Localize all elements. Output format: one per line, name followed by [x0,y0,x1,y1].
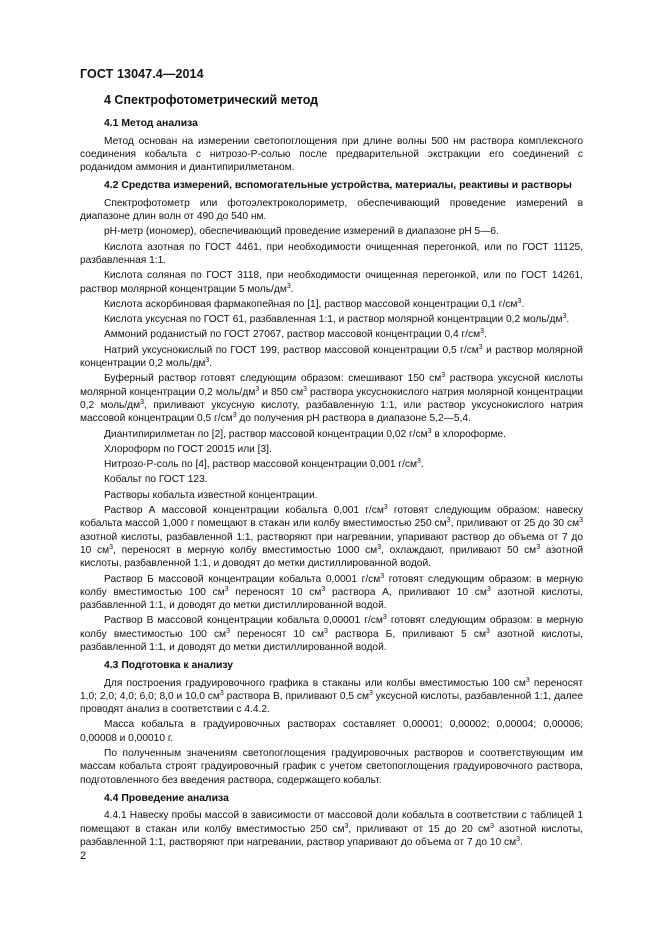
subsection-title-4-1: 4.1 Метод анализа [104,118,198,130]
paragraph: Хлороформ по ГОСТ 20015 или [3]. [104,443,272,455]
subsection-title-4-2: 4.2 Средства измерений, вспомогательные устройства, материалы, реактивы и растворы [104,180,572,192]
paragraph: По полученным значениям светопоглощения градуировочных растворов и соответствующим им массам кобальта строят градуировочный график с учетом светопоглощения градуировочного раствора, подготовленного без введения раствора, содержащего кобальт. [80,748,583,786]
paragraph: Кобальт по ГОСТ 123. [104,474,208,486]
paragraph: Метод основан на измерении светопоглощения при длине волны 500 нм раствора комплексного соединения кобальта с нитрозо-Р-солью после предварительной экстракции его соединений с роданидом аммония и диантипирилметаном. [80,135,583,174]
section-title: 4 Спектрофотометрический метод [104,93,319,107]
paragraph: Нитрозо-Р-соль по [4], раствор массовой концентрации 0,001 $г/см^3$. [104,458,424,471]
paragraph: Для построения градуировочного графика в стаканы или колбы вместимостью 100 $см^3$ переносят 1,0; 2,0; 4,0; 6,0; 8,0 и 10,0 $см^3$ раствора В, приливают 0,5 $см^3$ уксусной кислоты, разбавленной 1:1, далее проводят анализ в соответствии с 4.4.2. [80,676,583,716]
document-header: ГОСТ 13047.4—2014 [80,67,204,81]
paragraph: Раствор Б массовой концентрации кобальта 0,0001 $г/см^3$ готовят следующим образом: в мерную колбу вместимостью 100 $см^3$ переносят 10 $см^3$ раствора А, приливают 10 $см^3$ азотной кислоты, разбавленной 1:1, и доводят до метки дистиллированной водой. [80,572,583,612]
page-number: 2 [80,850,87,862]
paragraph: Кислота уксусная по ГОСТ 61, разбавленная 1:1, и раствор молярной концентрации 0,2 моль/$дм^3$. [104,313,570,326]
paragraph: pH-метр (иономер), обеспечивающий проведение измерений в диапазоне pH 5—6. [104,226,499,238]
paragraph: Масса кобальта в градуировочных растворах составляет 0,00001; 0,00002; 0,00004; 0,00006; 0,00008 и 0,00010 г. [80,719,583,744]
paragraph: Спектрофотометр или фотоэлектроколориметр, обеспечивающий проведение измерений в диапазоне длин волн от 490 до 540 нм. [80,197,583,223]
subsection-title-4-4: 4.4 Проведение анализа [104,792,229,804]
paragraph: Кислота аскорбиновая фармакопейная по [1], раствор массовой концентрации 0,1 $г/см^3$. [104,297,525,310]
paragraph: Раствор В массовой концентрации кобальта 0,00001 $г/см^3$ готовят следующим образом: в мерную колбу вместимостью 100 $см^3$ переносят 10 $см^3$ раствора Б, приливают 5 $см^3$ азотной кислоты, разбавленной 1:1, и доводят до метки дистиллированной водой. [80,614,584,653]
paragraph: Натрий уксуснокислый по ГОСТ 199, раствор массовой концентрации 0,5 $г/см^3$ и раствор молярной концентрации 0,2 моль/$дм^3$. [80,343,583,370]
paragraph: 4.4.1 Навеску пробы массой в зависимости от массовой доли кобальта в соответствии с таблицей 1 помещают в стакан или колбу вместимостью 250 $см^3$, приливают от 15 до 20 $см^3$ азотной кислоты, разбавленной 1:1, растворяют при нагревании, раствор упаривают до объема от 7 до 10 $см^3$. [80,810,583,848]
paragraph: Кислота соляная по ГОСТ 3118, при необходимости очищенная перегонкой, или по ГОСТ 14261, раствор молярной концентрации 5 моль/$дм^3$. [80,270,583,295]
document-body [80,92,583,851]
paragraph: Буферный раствор готовят следующим образом: смешивают 150 $см^3$ раствора уксусной кислоты молярной концентрации 0,2 моль/$дм^3$ и 850 $см^3$ раствора уксуснокислого натрия молярной концентрации 0,2 моль/$дм^3$, приливают уксусную кислоту, разбавленную 1:1, или раствор уксуснокислого натрия массовой концентрации 0,5 $г/см^3$ до получения pH раствора в диапазоне 5,2—5,4. [80,372,584,425]
subsection-title-4-3: 4.3 Подготовка к анализу [104,660,234,672]
paragraph: Растворы кобальта известной концентрации. [104,489,318,501]
paragraph: Кислота азотная по ГОСТ 4461, при необходимости очищенная перегонкой, или по ГОСТ 11125, разбавленная 1:1. [80,241,583,266]
paragraph: Раствор А массовой концентрации кобальта 0,001 $г/см^3$ готовят следующим образом: навеску кобальта массой 1,000 г помещают в стакан или колбу вместимостью 250 $см^3$, приливают от 25 до 30 $см^3$ азотной кислоты, разбавленной 1:1, растворяют при нагревании, упаривают раствор до объема от 7 до 10 $см^3$, переносят в мерную колбу вместимостью 1000 $см^3$, охлаждают, приливают 50 $см^3$ азотной кислоты, разбавленной 1:1, и доводят до метки дистиллированной водой. [80,504,584,570]
paragraph: Аммоний роданистый по ГОСТ 27067, раствор массовой концентрации 0,4 $г/см^3$. [104,328,487,341]
paragraph: Диантипирилметан по [2], раствор массовой концентрации 0,02 $г/см^3$ в хлороформе. [104,427,506,440]
